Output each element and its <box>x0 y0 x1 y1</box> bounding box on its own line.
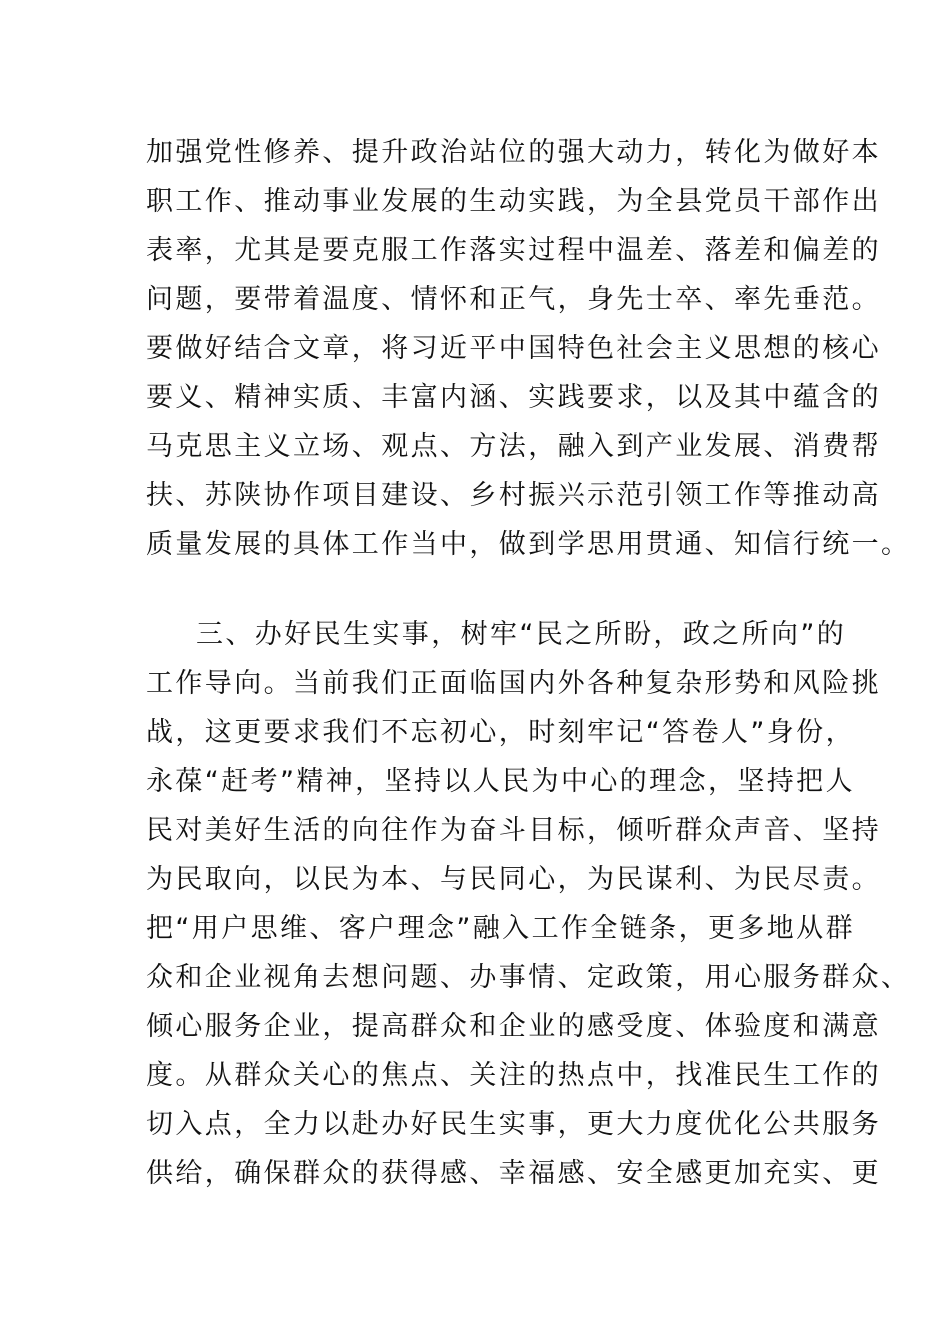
paragraph-2-line-10: 度。从群众关心的焦点、关注的热点中，找准民生工作的 <box>146 1060 881 1091</box>
paragraph-1-line-5: 要做好结合文章，将习近平中国特色社会主义思想的核心 <box>146 333 881 364</box>
paragraph-2-line-4: 永葆“赶考”精神，坚持以人民为中心的理念，坚持把人 <box>146 766 855 797</box>
paragraph-2-line-11: 切入点，全力以赴办好民生实事，更大力度优化公共服务 <box>146 1109 881 1140</box>
paragraph-2-line-2: 工作导向。当前我们正面临国内外各种复杂形势和风险挑 <box>146 668 881 699</box>
paragraph-2-line-12: 供给，确保群众的获得感、幸福感、安全感更加充实、更 <box>146 1158 881 1189</box>
paragraph-2-line-5: 民对美好生活的向往作为奋斗目标，倾听群众声音、坚持 <box>146 815 881 846</box>
paragraph-1-line-3: 表率，尤其是要克服工作落实过程中温差、落差和偏差的 <box>146 235 881 266</box>
paragraph-2-line-6: 为民取向，以民为本、与民同心，为民谋利、为民尽责。 <box>146 864 881 895</box>
paragraph-1-line-4: 问题，要带着温度、情怀和正气，身先士卒、率先垂范。 <box>146 284 881 315</box>
paragraph-1-line-9: 质量发展的具体工作当中，做到学思用贯通、知信行统一。 <box>146 529 911 560</box>
paragraph-2-line-3: 战，这更要求我们不忘初心，时刻牢记“答卷人”身份， <box>146 717 855 748</box>
paragraph-2-line-9: 倾心服务企业，提高群众和企业的感受度、体验度和满意 <box>146 1011 881 1042</box>
paragraph-1-line-2: 职工作、推动事业发展的生动实践，为全县党员干部作出 <box>146 186 881 217</box>
paragraph-1-line-8: 扶、苏陕协作项目建设、乡村振兴示范引领工作等推动高 <box>146 480 881 511</box>
paragraph-1-line-1: 加强党性修养、提升政治站位的强大动力，转化为做好本 <box>146 137 881 168</box>
paragraph-1-line-6: 要义、精神实质、丰富内涵、实践要求，以及其中蕴含的 <box>146 382 881 413</box>
paragraph-2-line-1: 三、办好民生实事，树牢“民之所盼，政之所向”的 <box>196 619 847 650</box>
paragraph-1-line-7: 马克思主义立场、观点、方法，融入到产业发展、消费帮 <box>146 431 881 462</box>
paragraph-2-line-8: 众和企业视角去想问题、办事情、定政策，用心服务群众、 <box>146 962 911 993</box>
paragraph-2-line-7: 把“用户思维、客户理念”融入工作全链条，更多地从群 <box>146 913 855 944</box>
